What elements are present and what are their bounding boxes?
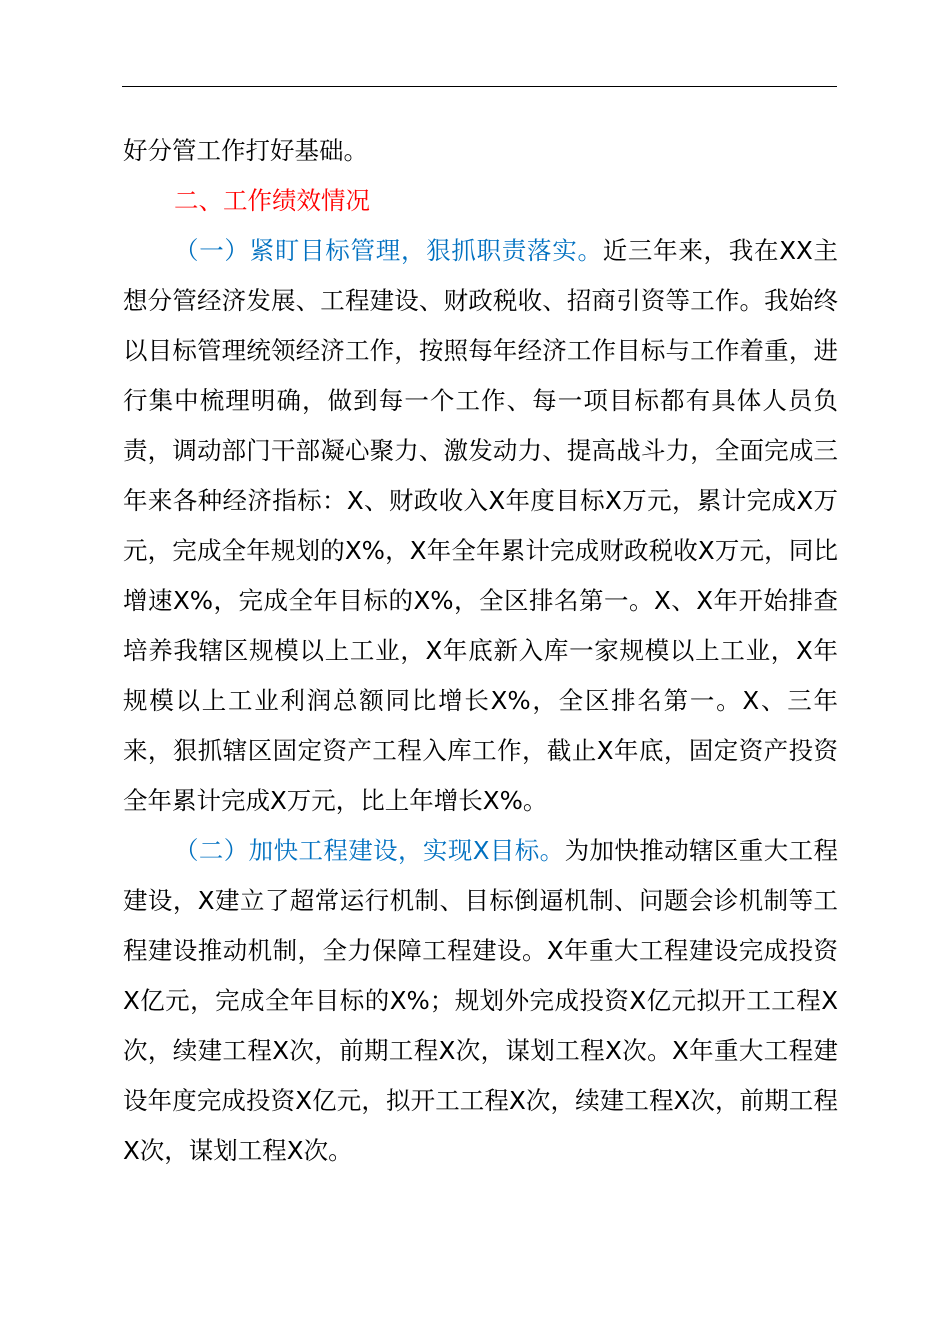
paragraph-text: 为加快推动辖区重大工程建设，X建立了超常运行机制、目标倒逼机制、问题会诊机制等工程建设推动机制，全力保障工程建设。X年重大工程建设完成投资X亿元，完成全年目标的X%；规划外完成投资X亿元拟开工工程X次，续建工程X次，前期工程X次，谋划工程X次。X年重大工程建设年度完成投资X亿元，拟开工工程X次，续建工程X次，前期工程X次，谋划工程X次。	[123, 836, 838, 1165]
section-heading: 二、工作绩效情况	[174, 186, 370, 215]
paragraph-text: 近三年来，我在XX主想分管经济发展、工程建设、财政税收、招商引资等工作。我始终以目标管理统领经济工作，按照每年经济工作目标与工作着重，进行集中梳理明确，做到每一个工作、每一项目标都有具体人员负责，调动部门干部凝心聚力、激发动力、提高战斗力，全面完成三年来各种经济指标：X、财政收入X年度目标X万元，累计完成X万元，完成全年规划的X%，X年全年累计完成财政税收X万元，同比增速X%，完成全年目标的X%，全区排名第一。X、X年开始排查培养我辖区规模以上工业，X年底新入库一家规模以上工业，X年规模以上工业利润总额同比增长X%，全区排名第一。X、三年来，狠抓辖区固定资产工程入库工作，截止X年底，固定资产投资全年累计完成X万元，比上年增长X%。	[123, 236, 838, 815]
document-body	[123, 126, 838, 1176]
section-heading-paragraph	[123, 176, 838, 226]
paragraph-text: 好分管工作打好基础。	[123, 136, 368, 165]
paragraph-continuation	[123, 126, 838, 176]
paragraph-project-construction	[123, 826, 838, 1176]
sub-heading-target-management: （一）紧盯目标管理，狠抓职责落实。	[174, 236, 603, 265]
header-rule	[122, 86, 837, 87]
paragraph-target-management	[123, 226, 838, 826]
sub-heading-project-construction: （二）加快工程建设，实现X目标。	[174, 836, 565, 865]
